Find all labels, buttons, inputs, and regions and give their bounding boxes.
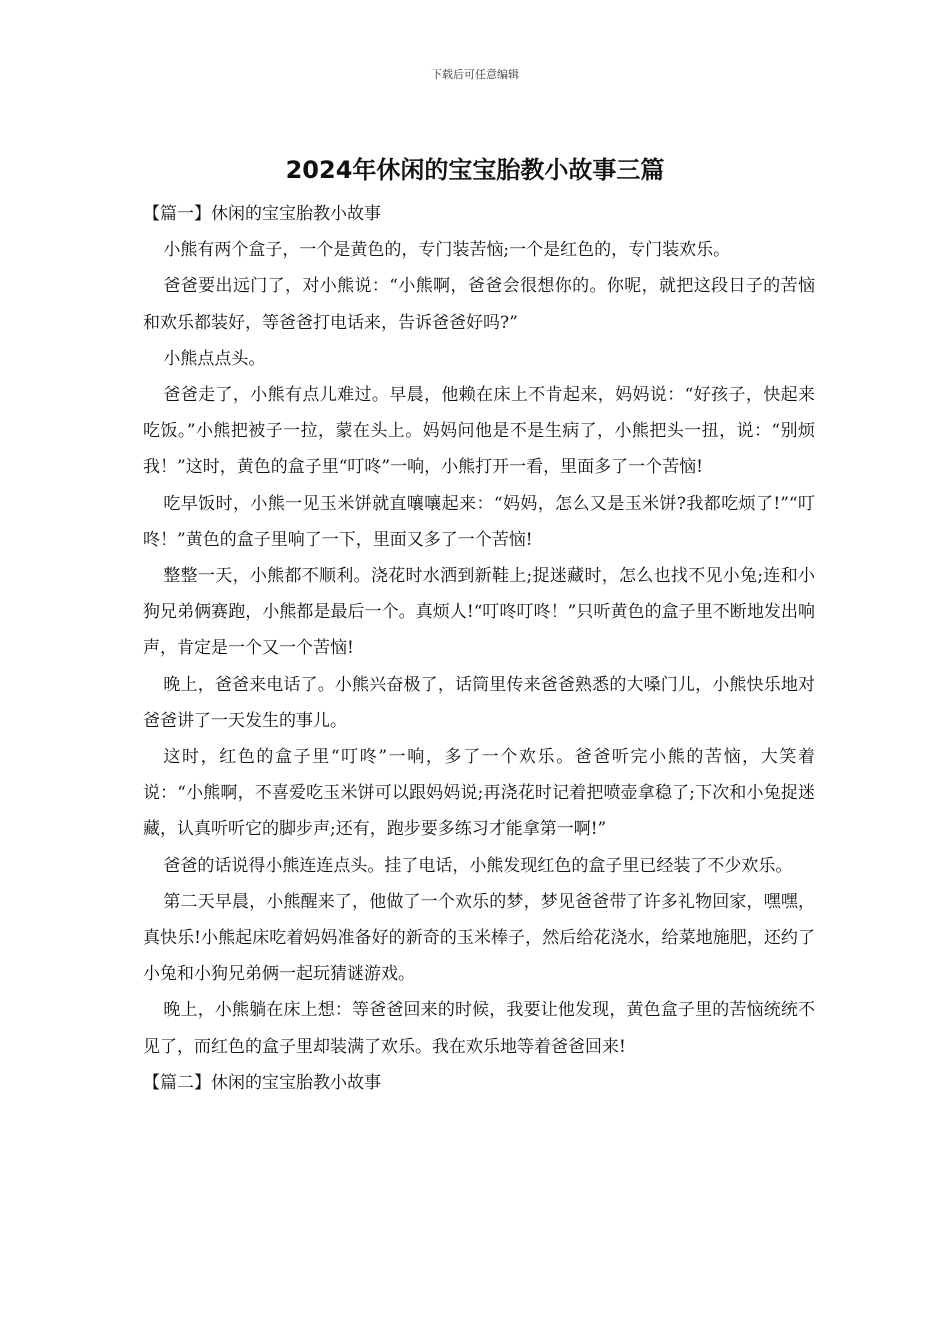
document-title: 2024年休闲的宝宝胎教小故事三篇 [285, 156, 665, 184]
paragraph: 爸爸要出远门了，对小熊说：“小熊啊，爸爸会很想你的。你呢，就把这段日子的苦恼和欢乐都装好，等爸爸打电话来，告诉爸爸好吗?” [143, 276, 815, 333]
paragraph: 整整一天，小熊都不顺利。浇花时水洒到新鞋上;捉迷藏时，怎么也找不见小兔;连和小狗兄弟俩赛跑，小熊都是最后一个。真烦人!“叮咚叮咚！”只听黄色的盒子里不断地发出响声，肯定是一个又一个苦恼! [143, 566, 815, 659]
paragraph: 第二天早晨，小熊醒来了，他做了一个欢乐的梦，梦见爸爸带了许多礼物回家，嘿嘿，真快乐!小熊起床吃着妈妈准备好的新奇的玉米棒子，然后给花浇水，给菜地施肥，还约了小兔和小狗兄弟俩一起玩猜谜游戏。 [143, 891, 815, 985]
header-note: 下载后可任意编辑 [431, 68, 519, 81]
paragraph: 晚上，爸爸来电话了。小熊兴奋极了，话筒里传来爸爸熟悉的大嗓门儿，小熊快乐地对爸爸讲了一天发生的事儿。 [143, 674, 815, 731]
paragraph: 这时，红色的盒子里“叮咚”一响，多了一个欢乐。爸爸听完小熊的苦恼，大笑着说：“小熊啊，不喜爱吃玉米饼可以跟妈妈说;再浇花时记着把喷壶拿稳了;下次和小兔捉迷藏，认真听听它的脚步声;还有，跑步要多练习才能拿第一啊!” [143, 747, 815, 840]
section-heading-2: 【篇二】休闲的宝宝胎教小故事 [143, 1072, 381, 1093]
paragraph: 小熊有两个盒子，一个是黄色的，专门装苦恼;一个是红色的，专门装欢乐。 [163, 240, 731, 261]
section-heading-1: 【篇一】休闲的宝宝胎教小故事 [143, 204, 381, 224]
paragraph: 吃早饭时，小熊一见玉米饼就直嚷嚷起来：“妈妈，怎么又是玉米饼?我都吃烦了!”“叮咚！”黄色的盒子里响了一下，里面又多了一个苦恼! [143, 493, 815, 550]
paragraph: 爸爸走了，小熊有点儿难过。早晨，他赖在床上不肯起来，妈妈说：“好孩子，快起来吃饭。”小熊把被子一拉，蒙在头上。妈妈问他是不是生病了，小熊把头一扭，说：“别烦我！”这时，黄色的盒子里“叮咚”一响，小熊打开一看，里面多了一个苦恼! [143, 385, 815, 478]
paragraph: 爸爸的话说得小熊连连点头。挂了电话，小熊发现红色的盒子里已经装了不少欢乐。 [163, 855, 793, 876]
document-body [143, 196, 815, 1101]
paragraph: 小熊点点头。 [163, 348, 266, 369]
paragraph: 晚上，小熊躺在床上想：等爸爸回来的时候，我要让他发现，黄色盒子里的苦恼统统不见了，而红色的盒子里却装满了欢乐。我在欢乐地等着爸爸回来! [143, 1000, 815, 1057]
